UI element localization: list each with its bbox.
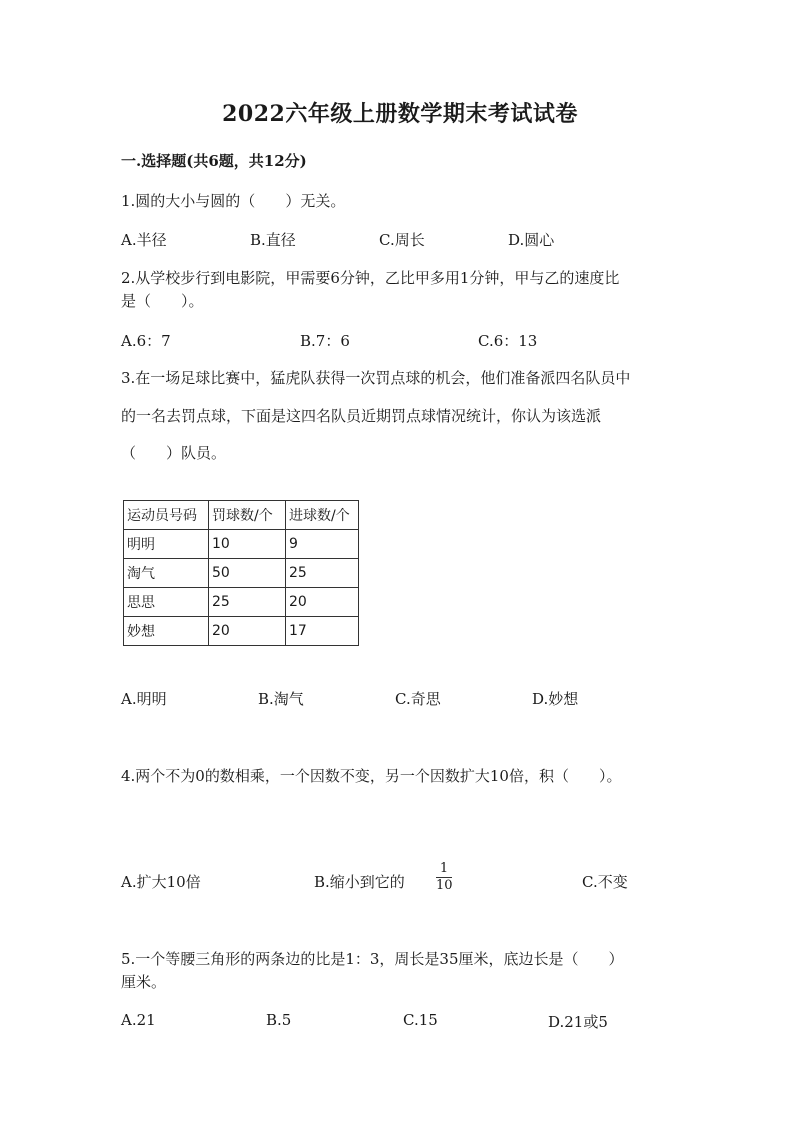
question-4-option-a: A.扩大10倍: [121, 873, 201, 891]
question-4-option-b: B.缩小到它的: [314, 873, 405, 891]
table-cell: 10: [209, 530, 286, 559]
question-4-option-c: C.不变: [582, 873, 628, 891]
question-1-text: 1.圆的大小与圆的（ ）无关。: [121, 192, 346, 210]
question-5-text-line-2: 厘米。: [121, 973, 167, 991]
page-title: 2022六年级上册数学期末考试试卷: [222, 101, 578, 127]
question-2-text-line-1: 2.从学校步行到电影院，甲需要6分钟，乙比甲多用1分钟，甲与乙的速度比: [121, 269, 620, 287]
question-1-option-c: C.周长: [379, 231, 425, 249]
question-1-option-b: B.直径: [250, 231, 296, 249]
question-4-text: 4.两个不为0的数相乘，一个因数不变，另一个因数扩大10倍，积（ ）。: [121, 767, 622, 785]
question-3-option-d: D.妙想: [532, 690, 579, 708]
question-3-option-c: C.奇思: [395, 690, 441, 708]
question-5-text-line-1: 5.一个等腰三角形的两条边的比是1：3，周长是35厘米，底边长是（ ）: [121, 950, 624, 968]
question-3-text-line-1: 3.在一场足球比赛中，猛虎队获得一次罚点球的机会，他们准备派四名队员中: [121, 369, 631, 387]
question-3-option-b: B.淘气: [258, 690, 304, 708]
table-header-row: [124, 501, 359, 530]
question-3-text-line-2: 的一名去罚点球，下面是这四名队员近期罚点球情况统计，你认为该选派: [121, 407, 602, 425]
table-cell: 思思: [124, 588, 209, 617]
table-cell: 25: [209, 588, 286, 617]
question-5-option-d: D.21或5: [548, 1013, 608, 1031]
table-cell: 9: [286, 530, 359, 559]
table-cell: 淘气: [124, 559, 209, 588]
question-5-option-c: C.15: [403, 1011, 438, 1029]
question-2-option-c: C.6：13: [478, 332, 538, 350]
question-1-option-a: A.半径: [121, 231, 167, 249]
table-cell: 17: [286, 617, 359, 646]
penalty-stats-table: [123, 500, 359, 646]
question-2-text-line-2: 是（ ）。: [121, 292, 204, 310]
table-cell: 妙想: [124, 617, 209, 646]
question-3-option-a: A.明明: [121, 690, 167, 708]
table-cell: 50: [209, 559, 286, 588]
question-3-text-line-3: （ ）队员。: [121, 444, 227, 462]
fraction-denominator: 10: [436, 878, 453, 893]
table-row: [124, 588, 359, 617]
table-cell: 20: [209, 617, 286, 646]
question-1-option-d: D.圆心: [508, 231, 555, 249]
fraction-numerator: 1: [439, 861, 449, 876]
table-header-cell: 运动员号码: [124, 501, 209, 530]
table-header-cell: 进球数/个: [286, 501, 359, 530]
table-row: [124, 530, 359, 559]
section-heading: 一.选择题(共6题，共12分): [121, 152, 307, 170]
question-2-option-a: A.6：7: [121, 332, 171, 350]
table-row: [124, 617, 359, 646]
question-2-option-b: B.7：6: [300, 332, 350, 350]
table-cell: 明明: [124, 530, 209, 559]
table-row: [124, 559, 359, 588]
table-cell: 25: [286, 559, 359, 588]
question-5-option-a: A.21: [121, 1011, 156, 1029]
fraction-one-tenth: [436, 862, 452, 893]
table-cell: 20: [286, 588, 359, 617]
table-header-cell: 罚球数/个: [209, 501, 286, 530]
question-5-option-b: B.5: [266, 1011, 292, 1029]
